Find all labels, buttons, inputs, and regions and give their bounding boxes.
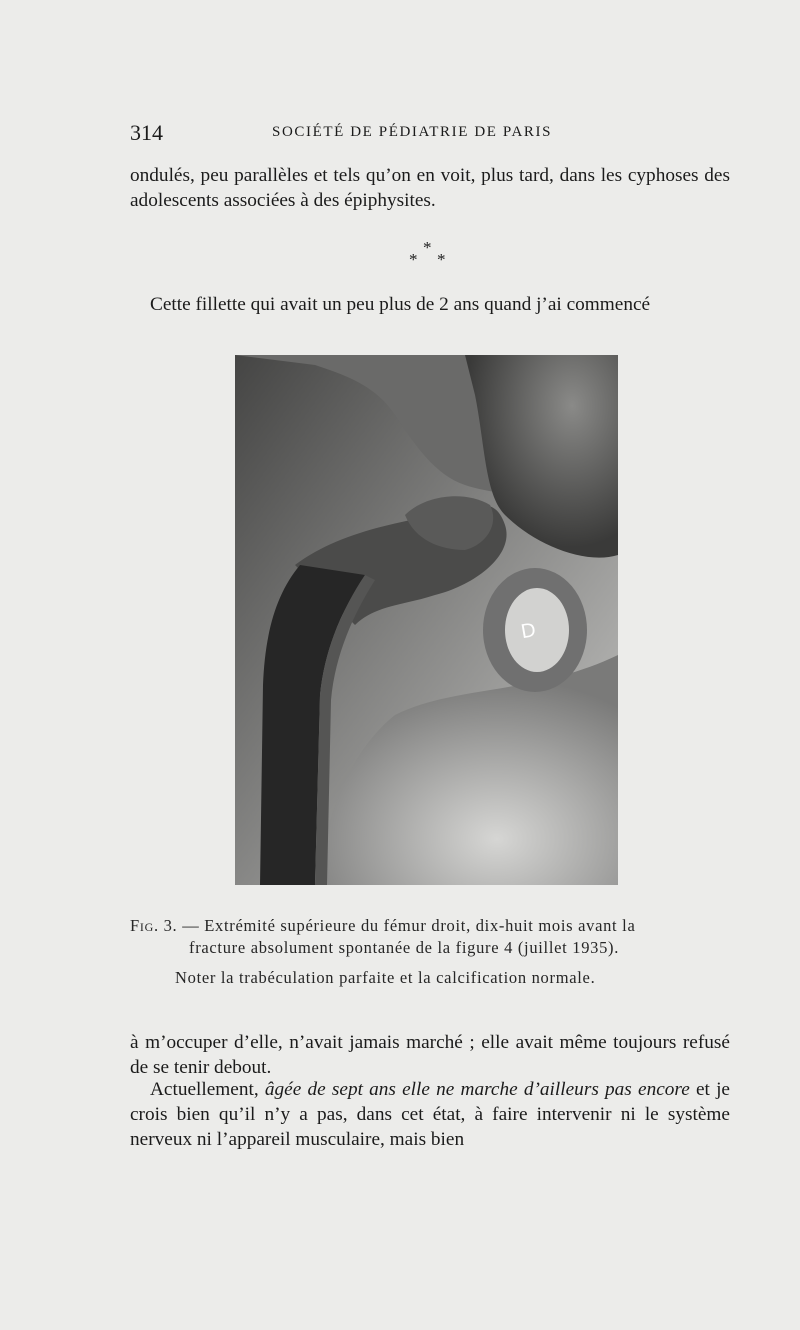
caption-label: Fig. 3. (130, 916, 178, 935)
page-number: 314 (130, 120, 163, 145)
caption-note: Noter la trabéculation parfaite et la calcification normale. (175, 968, 596, 987)
page-header (130, 120, 730, 150)
continuation-paragraph: à m’occuper d’elle, n’avait jamais marché ; elle avait même toujours refusé de se tenir debout. (130, 1032, 730, 1078)
xray-figure (235, 355, 618, 885)
caption-dash: — (177, 916, 205, 935)
para2-rest: et je crois bien qu’il n’y a pas, dans cet état, à faire intervenir ni le système nerveux ni l’appareil musculaire, mais bien (130, 1079, 730, 1150)
para2-italic: âgée de sept ans elle ne marche d’ailleurs pas encore (264, 1079, 690, 1100)
intro-line: Cette fillette qui avait un peu plus de 2 ans quand j’ai commencé (150, 294, 651, 315)
section-separator: * * * (409, 238, 446, 269)
xray-marker-letter: D (519, 619, 538, 644)
figure-caption (130, 915, 730, 989)
caption-line1: Extrémité supérieure du fémur droit, dix-huit mois avant la (204, 916, 636, 935)
para2-start: Actuellement, (150, 1079, 265, 1100)
top-paragraph: ondulés, peu parallèles et tels qu’on en voit, plus tard, dans les cyphoses des adolescents associées à des épiphysites. (130, 165, 730, 211)
running-head: SOCIÉTÉ DE PÉDIATRIE DE PARIS (272, 124, 553, 140)
second-paragraph (130, 1077, 730, 1152)
caption-line2: fracture absolument spontanée de la figure 4 (juillet 1935). (189, 938, 620, 957)
femur-xray-image (235, 355, 618, 885)
